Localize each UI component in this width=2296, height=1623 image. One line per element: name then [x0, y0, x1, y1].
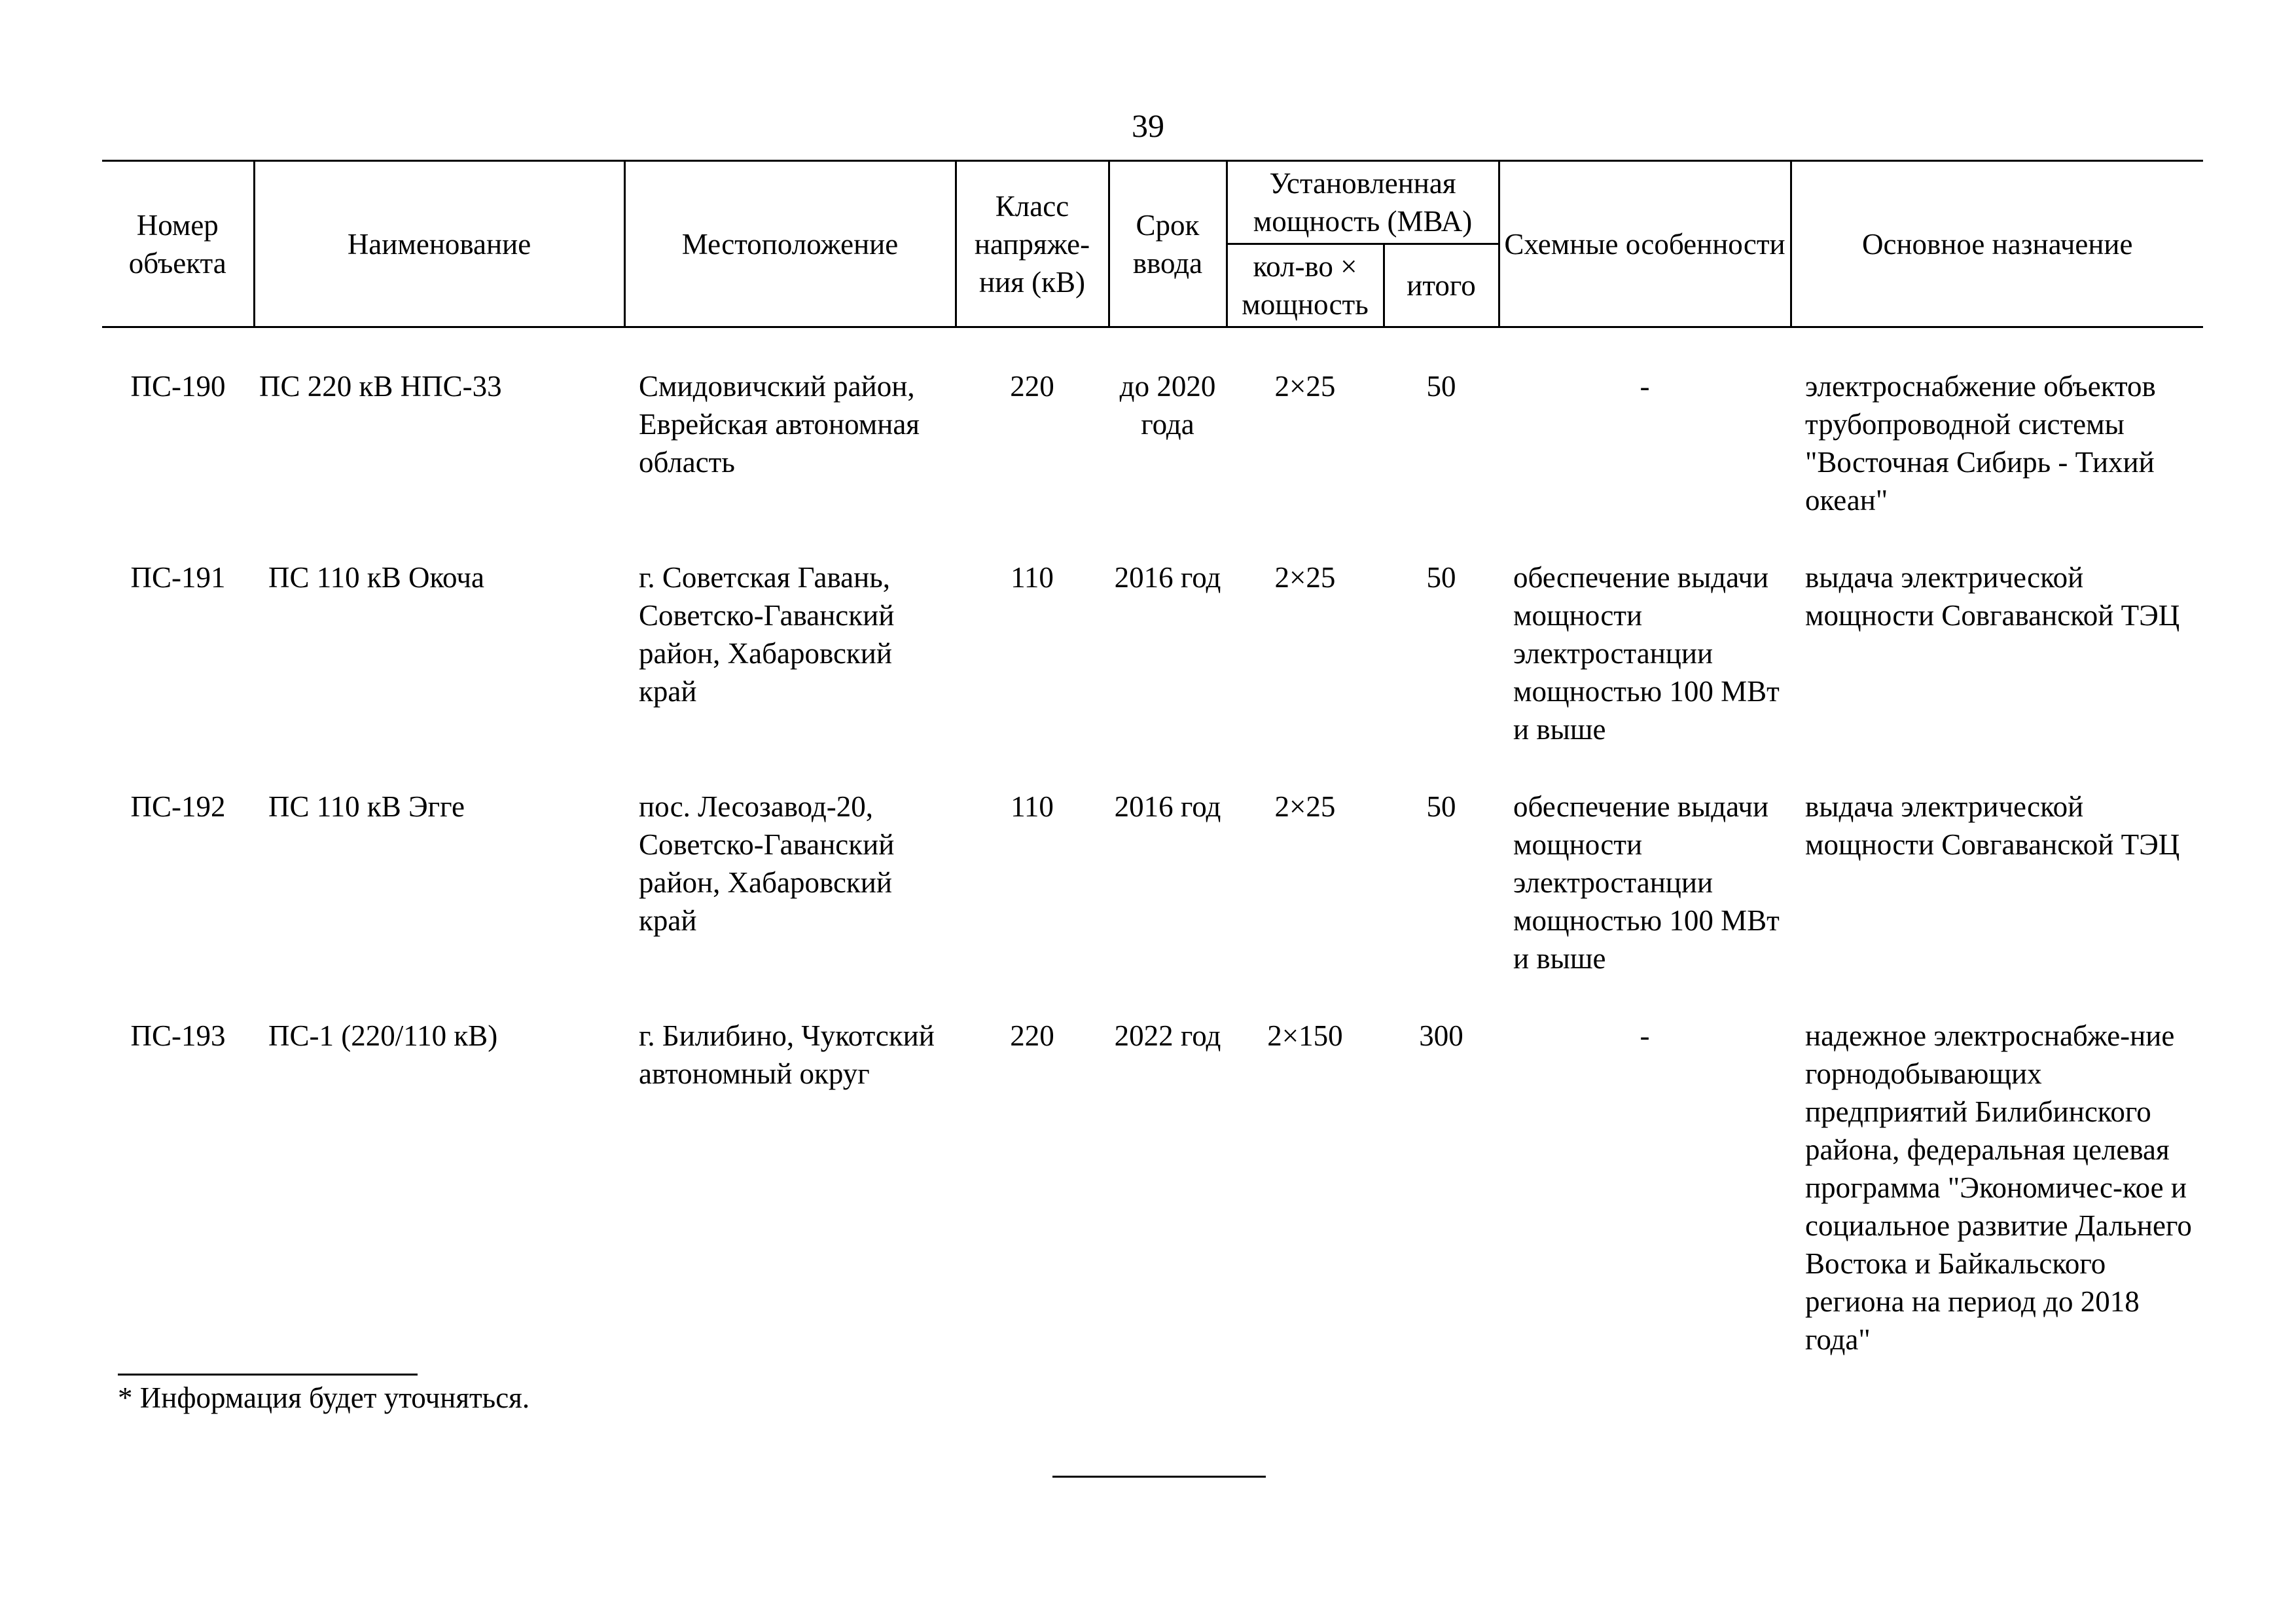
cell-schematic: обеспечение выдачи мощности электростанции мощностью 100 МВт и выше	[1513, 561, 1780, 746]
cell-name: ПС-1 (220/110 кВ)	[268, 1019, 498, 1052]
header-term: Срок ввода	[1109, 161, 1227, 327]
cell-voltage: 110	[1011, 790, 1054, 823]
cell-term: 2016 год	[1114, 790, 1221, 823]
header-schematic: Схемные особенности	[1499, 161, 1791, 327]
cell-number: ПС-190	[130, 370, 226, 403]
cell-number: ПС-192	[130, 790, 226, 823]
header-location: Местоположение	[624, 161, 956, 327]
table-row	[102, 1017, 2203, 1398]
cell-location: Смидовичский район, Еврейская автономная область	[639, 370, 920, 479]
cell-voltage: 110	[1011, 561, 1054, 594]
cell-location: пос. Лесозавод-20, Советско-Гаванский район, Хабаровский край	[639, 790, 895, 937]
cell-purpose: электроснабжение объектов трубопроводной системы "Восточная Сибирь - Тихий океан"	[1805, 370, 2156, 517]
cell-power-qty: 2×150	[1267, 1019, 1343, 1052]
cell-name: ПС 110 кВ Окоча	[268, 561, 484, 594]
header-purpose: Основное назначение	[1791, 161, 2203, 327]
cell-schematic: -	[1640, 370, 1650, 403]
table-header	[102, 161, 2203, 327]
cell-term: 2022 год	[1114, 1019, 1221, 1052]
cell-term: до 2020 года	[1119, 370, 1216, 441]
footnote: * Информация будет уточняться.	[118, 1381, 530, 1414]
header-power-qty: кол-во × мощность	[1227, 244, 1384, 327]
cell-power-total: 50	[1426, 561, 1456, 594]
cell-power-qty: 2×25	[1274, 790, 1336, 823]
end-rule	[1052, 1476, 1266, 1478]
cell-name: ПС 110 кВ Эгге	[268, 790, 465, 823]
cell-purpose: выдача электрической мощности Совгаванской ТЭЦ	[1805, 790, 2180, 861]
table-row	[102, 788, 2203, 1017]
cell-power-qty: 2×25	[1274, 370, 1336, 403]
cell-power-total: 300	[1419, 1019, 1463, 1052]
cell-voltage: 220	[1010, 1019, 1054, 1052]
cell-location: г. Советская Гавань, Советско-Гаванский район, Хабаровский край	[639, 561, 895, 708]
cell-name: ПС 220 кВ НПС-33	[259, 370, 502, 403]
header-number: Номер объекта	[128, 208, 226, 280]
header-power-total: итого	[1384, 244, 1499, 327]
page-number: 39	[1132, 107, 1164, 144]
cell-voltage: 220	[1010, 370, 1054, 403]
cell-number: ПС-191	[130, 561, 226, 594]
cell-purpose: надежное электроснабже-ние горнодобывающих предприятий Билибинского района, федеральная целевая программа "Экономичес-кое и социальное развитие Дальнего Востока и Байкальского региона на период до 2018 года"	[1805, 1019, 2192, 1356]
table-row	[102, 558, 2203, 788]
cell-schematic: обеспечение выдачи мощности электростанции мощностью 100 МВт и выше	[1513, 790, 1780, 975]
header-voltage: Класс напряже-ния (кВ)	[956, 161, 1109, 327]
substations-table	[102, 160, 2203, 1398]
cell-purpose: выдача электрической мощности Совгаванской ТЭЦ	[1805, 561, 2180, 632]
header-installed-power: Установленная мощность (МВА)	[1227, 161, 1499, 244]
cell-power-total: 50	[1426, 790, 1456, 823]
cell-location: г. Билибино, Чукотский автономный округ	[639, 1019, 935, 1090]
cell-term: 2016 год	[1114, 561, 1221, 594]
cell-power-qty: 2×25	[1274, 561, 1336, 594]
header-name: Наименование	[254, 161, 624, 327]
cell-power-total: 50	[1426, 370, 1456, 403]
cell-schematic: -	[1640, 1019, 1650, 1052]
footnote-rule	[118, 1374, 418, 1376]
cell-number: ПС-193	[130, 1019, 226, 1052]
table-row	[102, 327, 2203, 559]
